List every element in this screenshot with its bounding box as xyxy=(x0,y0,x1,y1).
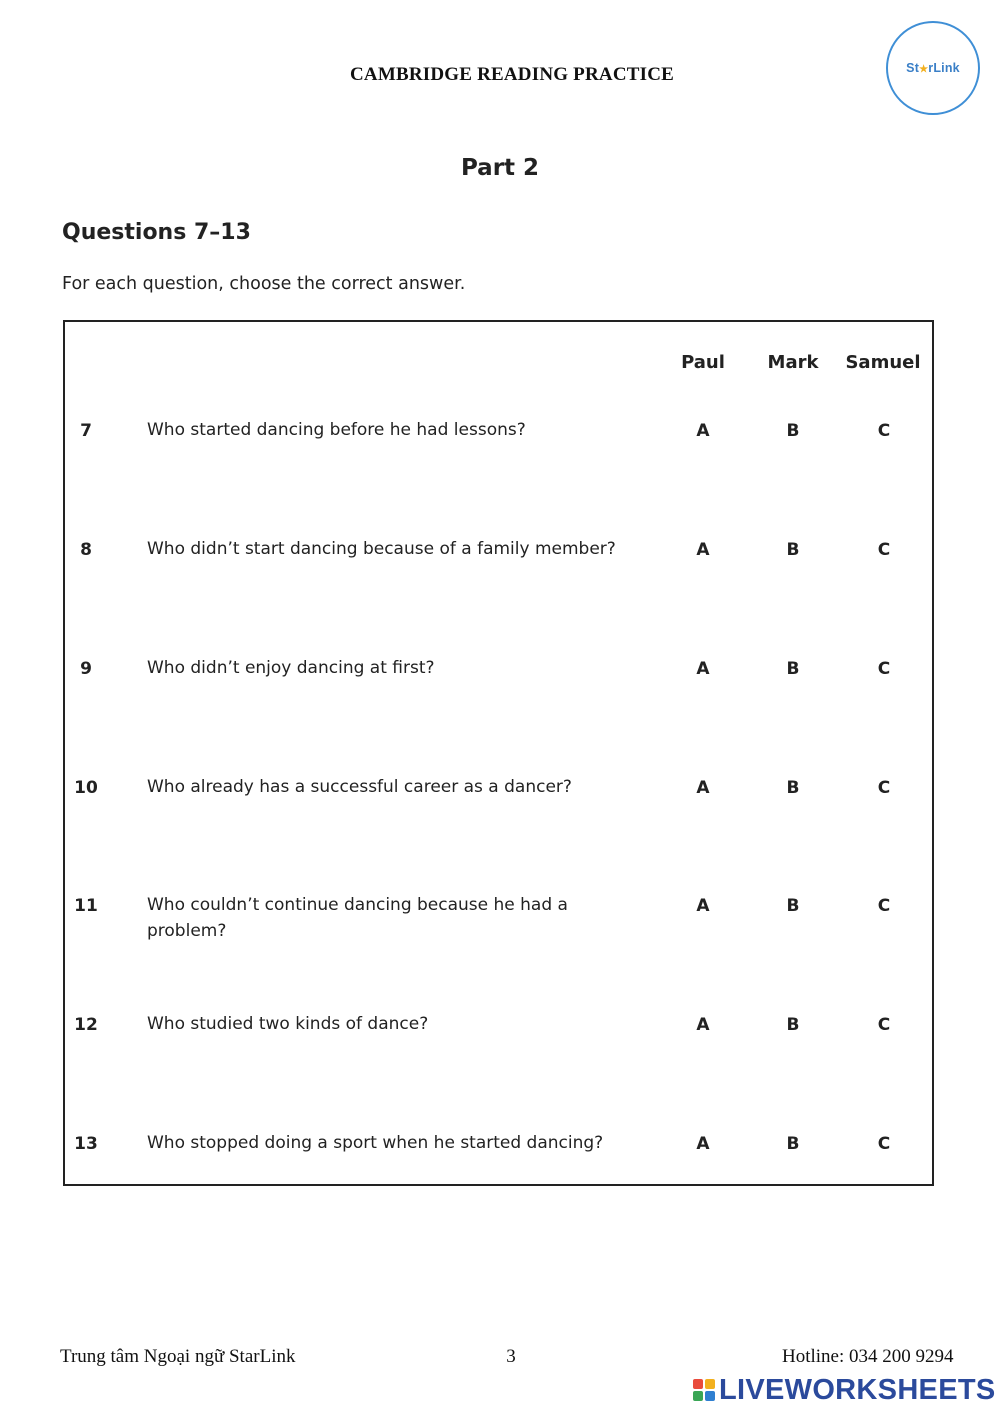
question-text: Who didn’t start dancing because of a family member? xyxy=(147,539,616,559)
question-number: 12 xyxy=(74,1015,98,1035)
question-text: Who started dancing before he had lessons? xyxy=(147,420,526,440)
option-c[interactable]: C xyxy=(877,1015,891,1035)
option-c[interactable]: C xyxy=(877,540,891,560)
part-title: Part 2 xyxy=(460,155,540,181)
page-number: 3 xyxy=(506,1346,516,1367)
star-icon: ★ xyxy=(919,64,929,75)
option-c[interactable]: C xyxy=(877,1134,891,1154)
question-text: Who studied two kinds of dance? xyxy=(147,1014,429,1034)
question-number: 9 xyxy=(80,659,92,679)
starlink-logo xyxy=(886,21,980,115)
logo-wordmark: St★rLink xyxy=(906,61,960,75)
question-number: 10 xyxy=(74,778,98,798)
option-b[interactable]: B xyxy=(786,421,800,441)
column-header-paul: Paul xyxy=(681,352,725,373)
option-c[interactable]: C xyxy=(877,896,891,916)
question-number: 8 xyxy=(80,540,92,560)
option-c[interactable]: C xyxy=(877,421,891,441)
question-text: Who didn’t enjoy dancing at first? xyxy=(147,658,435,678)
option-a[interactable]: A xyxy=(696,1134,710,1154)
option-a[interactable]: A xyxy=(696,778,710,798)
option-a[interactable]: A xyxy=(696,540,710,560)
instruction-text: For each question, choose the correct answer. xyxy=(62,274,466,294)
column-header-mark: Mark xyxy=(767,352,819,373)
liveworksheets-brand xyxy=(693,1373,996,1407)
question-text: Who couldn’t continue dancing because he had a problem? xyxy=(147,895,568,941)
page-header-title: CAMBRIDGE READING PRACTICE xyxy=(350,64,674,85)
footer-hotline: Hotline: 034 200 9294 xyxy=(782,1346,954,1367)
option-a[interactable]: A xyxy=(696,1015,710,1035)
questions-heading: Questions 7–13 xyxy=(62,220,251,245)
footer-center-name: Trung tâm Ngoại ngữ StarLink xyxy=(60,1346,296,1367)
column-header-samuel: Samuel xyxy=(845,352,921,373)
liveworksheets-logo-icon xyxy=(693,1379,715,1401)
question-number: 11 xyxy=(74,896,98,916)
question-number: 13 xyxy=(74,1134,98,1154)
option-b[interactable]: B xyxy=(786,778,800,798)
liveworksheets-wordmark: LIVEWORKSHEETS xyxy=(719,1373,996,1406)
option-a[interactable]: A xyxy=(696,659,710,679)
option-b[interactable]: B xyxy=(786,1134,800,1154)
question-text: Who stopped doing a sport when he started dancing? xyxy=(147,1133,604,1153)
question-text: Who already has a successful career as a dancer? xyxy=(147,777,572,797)
question-number: 7 xyxy=(80,421,92,441)
option-c[interactable]: C xyxy=(877,778,891,798)
option-b[interactable]: B xyxy=(786,540,800,560)
option-a[interactable]: A xyxy=(696,896,710,916)
option-b[interactable]: B xyxy=(786,659,800,679)
option-b[interactable]: B xyxy=(786,1015,800,1035)
option-c[interactable]: C xyxy=(877,659,891,679)
answer-table xyxy=(63,320,934,1186)
option-a[interactable]: A xyxy=(696,421,710,441)
option-b[interactable]: B xyxy=(786,896,800,916)
